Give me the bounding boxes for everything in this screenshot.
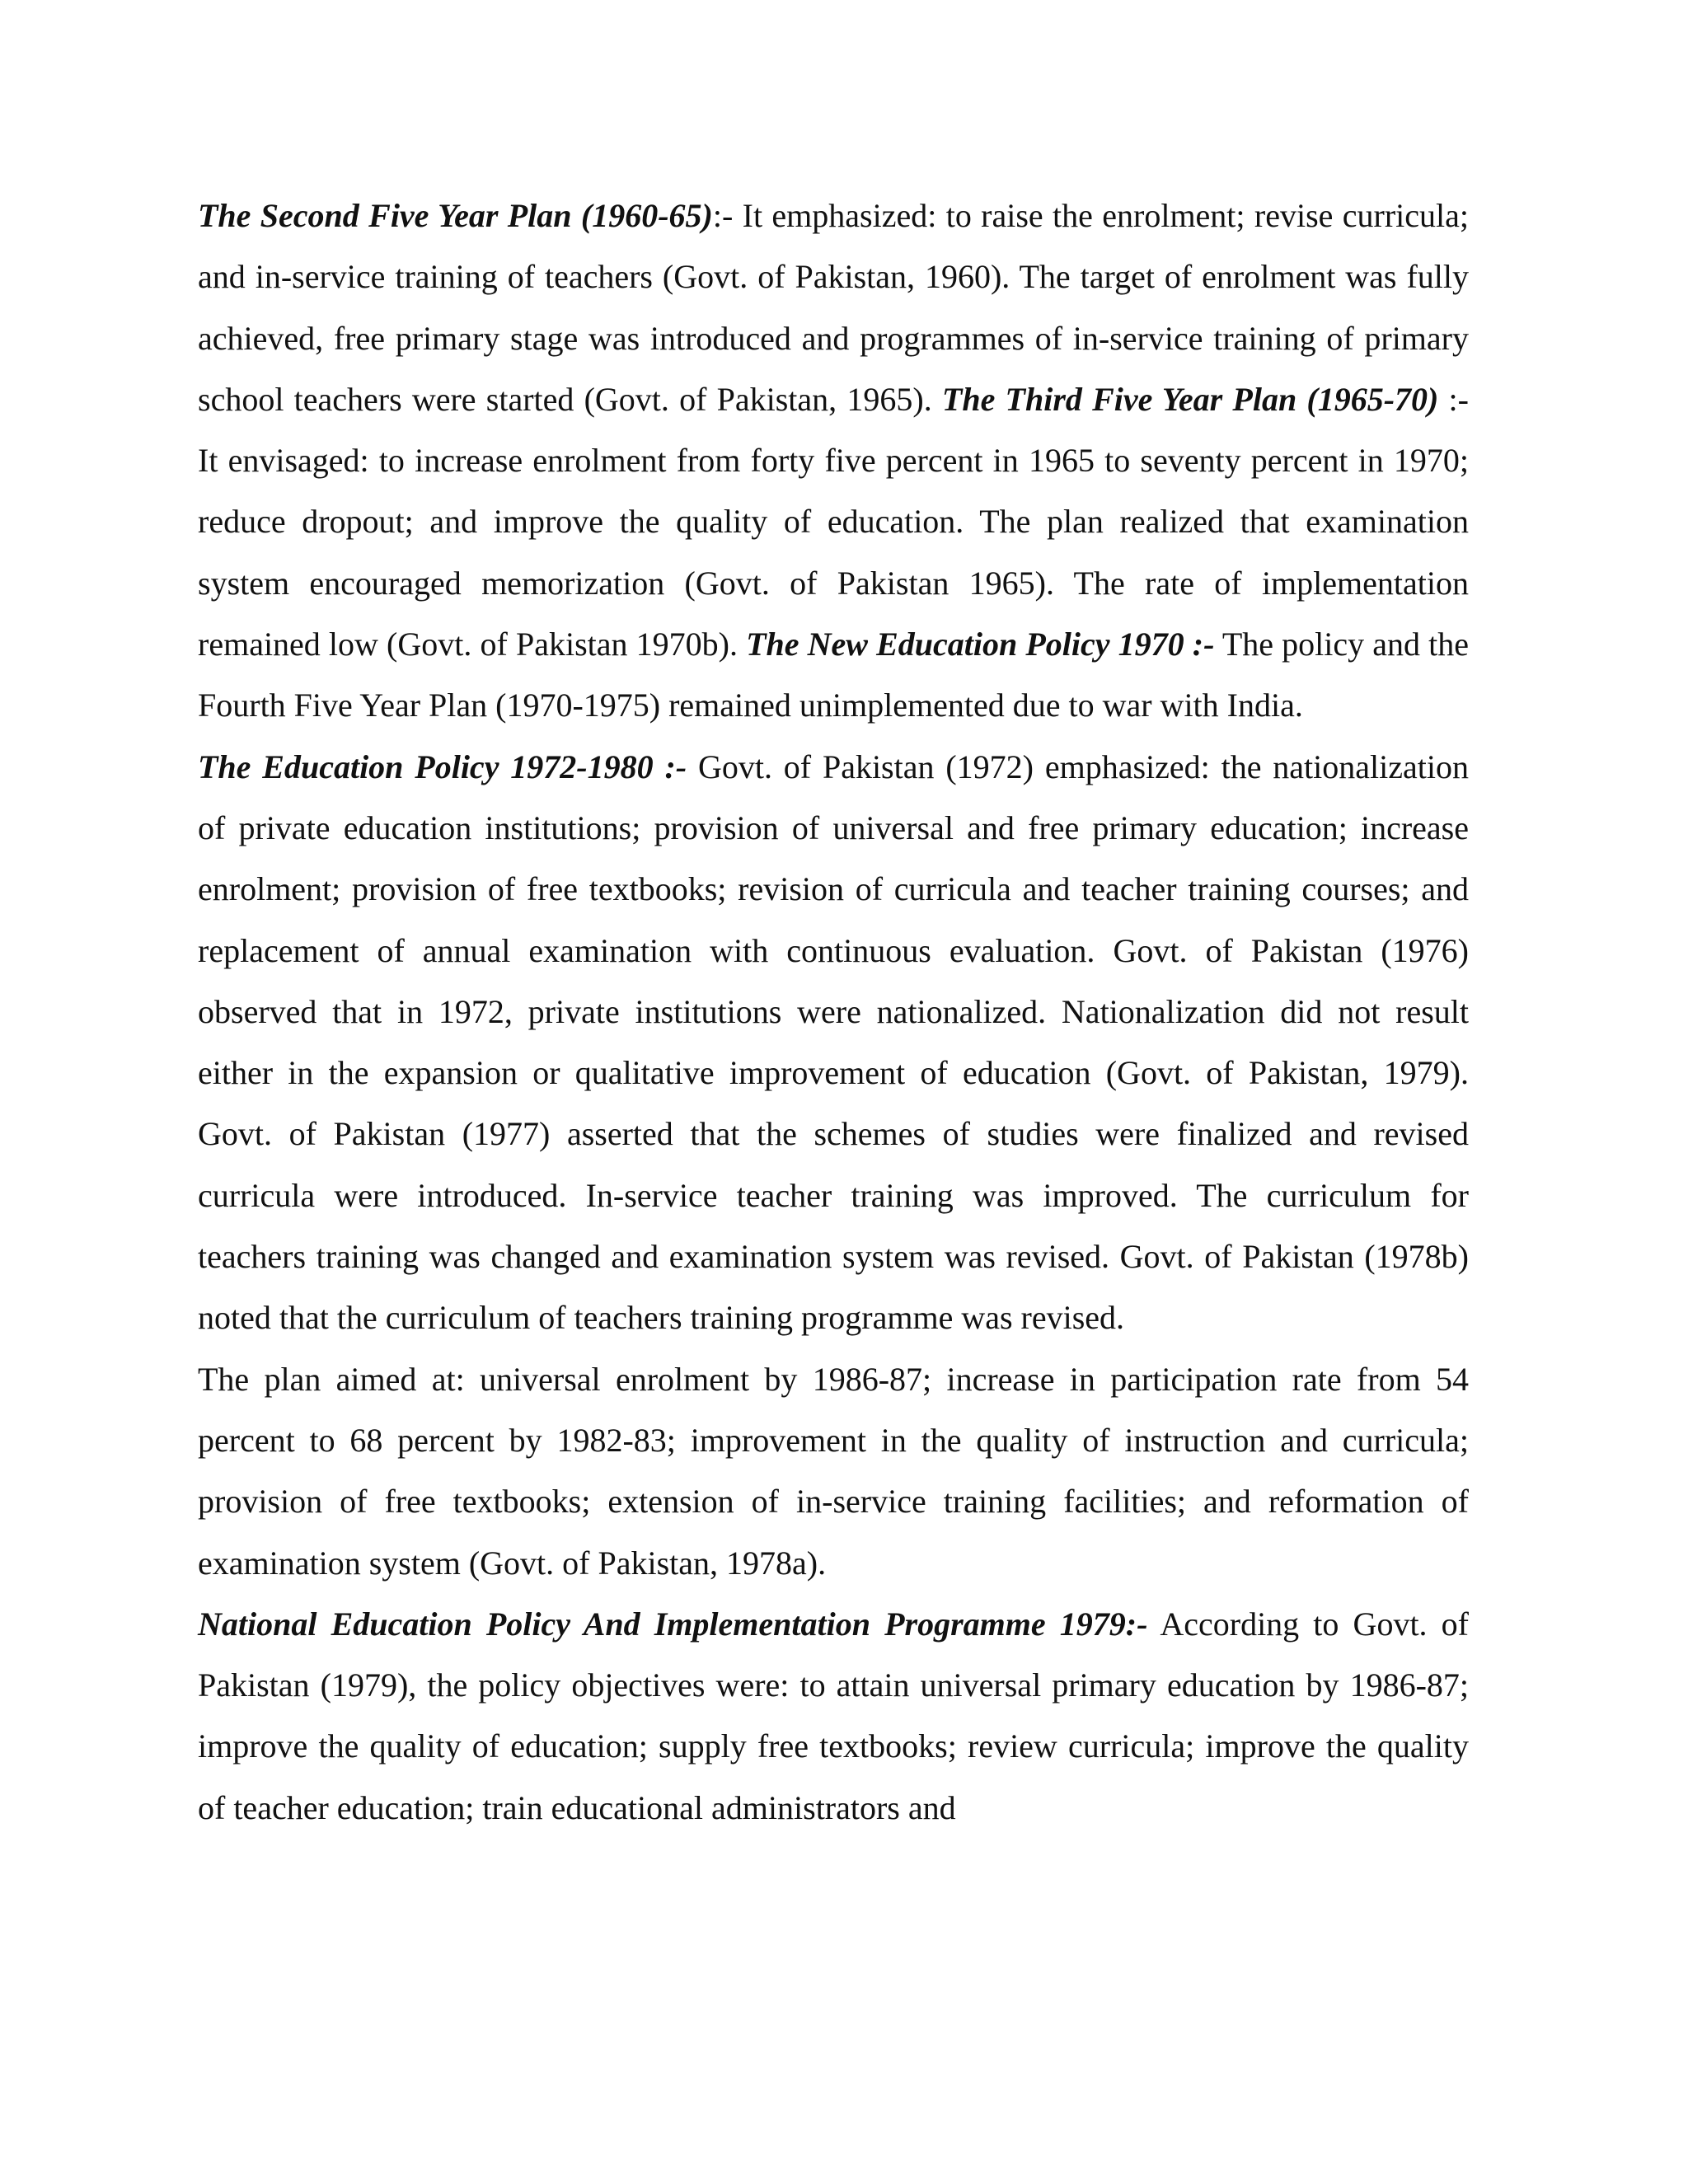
document-body <box>198 185 1469 1839</box>
paragraph-text: The policy and the Fourth Five Year Plan (1970-1975) remained unimplemented due to war with India. <box>198 626 1469 724</box>
heading-education-policy-1972-1980: The Education Policy 1972-1980 :- <box>198 748 687 785</box>
paragraph-text: :- It envisaged: to increase enrolment from forty five percent in 1965 to seventy percent in 1970; reduce dropout; and improve the quality of education. The plan realized that examination system encouraged memorization (Govt. of Pakistan 1965). The rate of implementation remained low (Govt. of Pakistan 1970b). <box>198 380 1469 663</box>
heading-new-education-policy-1970: The New Education Policy 1970 :- <box>746 626 1215 663</box>
heading-third-five-year-plan: The Third Five Year Plan (1965-70) <box>941 380 1439 418</box>
paragraph-text: :- It emphasized: to raise the enrolment; revise curricula; and in-service training of teachers (Govt. of Pakistan, 1960). The target of enrolment was fully achieved, free primary stage was introduced and programmes of in-service training of primary school teachers were started (Govt. of Pakistan, 1965). <box>198 197 1469 418</box>
heading-national-education-policy-1979: National Education Policy And Implementation Programme 1979:- <box>198 1605 1148 1643</box>
paragraph-education-policy-1972 <box>198 737 1469 1349</box>
paragraph-text: Govt. of Pakistan (1972) emphasized: the nationalization of private education institutions; provision of universal and free primary education; increase enrolment; provision of free textbooks; revision of curricula and teacher training courses; and replacement of annual examination with continuous evaluation. Govt. of Pakistan (1976) observed that in 1972, private institutions were nationalized. Nationalization did not result either in the expansion or qualitative improvement of education (Govt. of Pakistan, 1979). Govt. of Pakistan (1977) asserted that the schemes of studies were finalized and revised curricula were introduced. In-service teacher training was improved. The curriculum for teachers training was changed and examination system was revised. Govt. of Pakistan (1978b) noted that the curriculum of teachers training programme was revised. <box>198 748 1469 1337</box>
paragraph-text: The plan aimed at: universal enrolment by 1986-87; increase in participation rate from 54 percent to 68 percent by 1982-83; improvement in the quality of instruction and curricula; provision of free textbooks; extension of in-service training facilities; and reformation of examination system (Govt. of Pakistan, 1978a). <box>198 1360 1469 1582</box>
heading-second-five-year-plan: The Second Five Year Plan (1960-65) <box>198 197 713 234</box>
paragraph-national-education-policy-1979 <box>198 1594 1469 1839</box>
paragraph-plan-aims <box>198 1349 1469 1594</box>
paragraph-five-year-plans <box>198 185 1469 737</box>
paragraph-text: According to Govt. of Pakistan (1979), the policy objectives were: to attain universal primary education by 1986-87; improve the quality of education; supply free textbooks; review curricula; improve the quality of teacher education; train educational administrators and <box>198 1605 1469 1826</box>
